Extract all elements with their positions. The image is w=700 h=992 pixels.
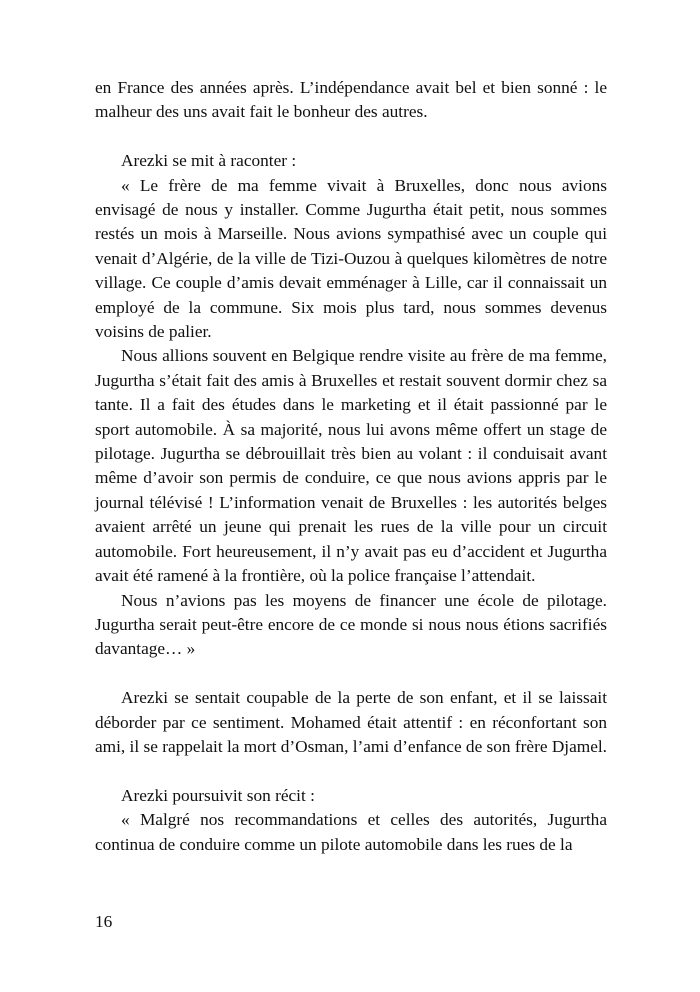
paragraph-malgre: « Malgré nos recommandations et celles des autorités, Jugurtha continua de conduire comme un pilote automobile dans les rues de la <box>95 810 607 854</box>
paragraph-coupable: Arezki se sentait coupable de la perte de son enfant, et il se laissait déborder par ce sentiment. Mohamed était attentif : en réconfortant son ami, il se rappelait la mort d’Osman, l’ami d’enfance de son frère Djamel. <box>95 688 607 756</box>
section-gap <box>95 662 607 686</box>
page-number: 16 <box>95 912 113 931</box>
paragraph-arezki-raconter: Arezki se mit à raconter : <box>121 151 297 171</box>
section-gap <box>95 759 607 783</box>
paragraph-continuation: en France des années après. L’indépendance avait bel et bien sonné : le malheur des uns avait fait le bonheur des autres. <box>95 78 607 122</box>
section-gap <box>95 125 607 149</box>
paragraph-bruxelles: « Le frère de ma femme vivait à Bruxelles, donc nous avions envisagé de nous y installer. Comme Jugurtha était petit, nous sommes restés un mois à Marseille. Nous avions sympathisé avec un couple qui venait d’Algérie, de la ville de Tizi-Ouzou à quelques kilomètres de notre village. Ce couple d’amis devait emménager à Lille, car il connaissait un employé de la commune. Six mois plus tard, nous sommes devenus voisins de palier. <box>95 175 607 342</box>
paragraph-poursuivit: Arezki poursuivit son récit : <box>121 785 315 805</box>
body-text <box>95 76 607 857</box>
paragraph-belgique: Nous allions souvent en Belgique rendre visite au frère de ma femme, Jugurtha s’était fait des amis à Bruxelles et restait souvent dormir chez sa tante. Il a fait des études dans le marketing et il était passionné par le sport automobile. À sa majorité, nous lui avons même offert un stage de pilotage. Jugurtha se débrouillait très bien au volant : il conduisait avant même d’avoir son permis de conduire, ce que nous avions appris par le journal télévisé ! L’information venait de Bruxelles : les autorités belges avaient arrêté un jeune qui prenait les rues de la ville pour un circuit automobile. Fort heureusement, il n’y avait pas eu d’accident et Jugurtha avait été ramené à la frontière, où la police française l’attendait. <box>95 346 607 586</box>
paragraph-moyens: Nous n’avions pas les moyens de financer une école de pilotage. Jugurtha serait peut-être encore de ce monde si nous nous étions sacrifiés davantage… » <box>95 590 607 659</box>
